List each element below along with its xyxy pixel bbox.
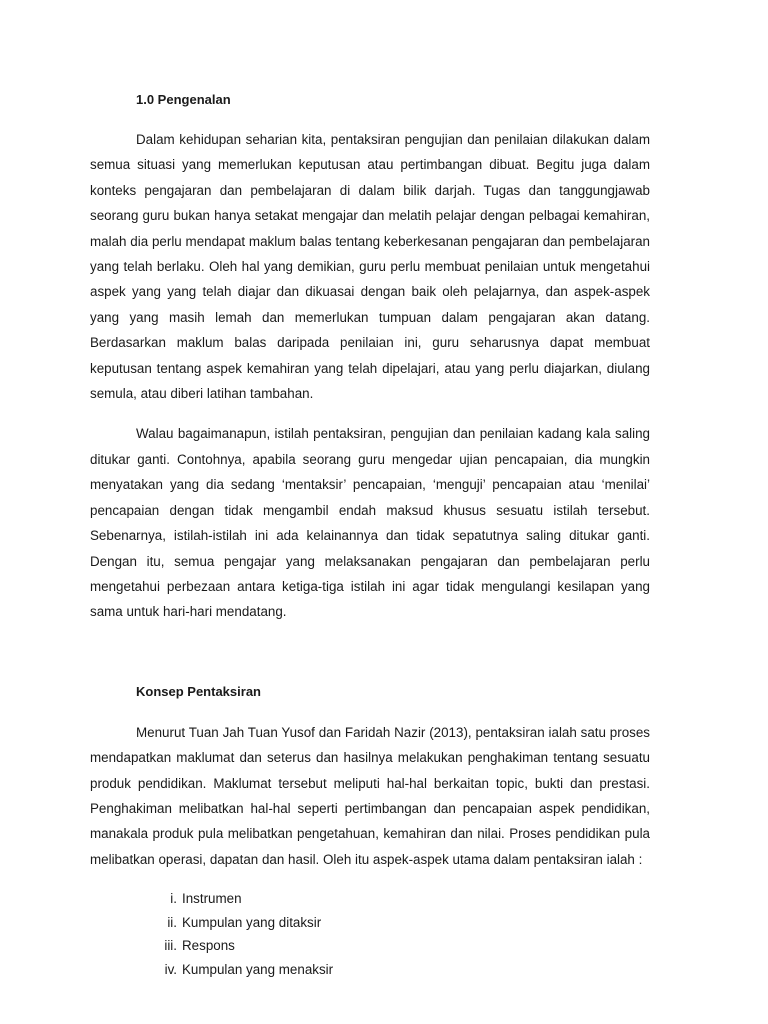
list-item-text: Instrumen [182, 891, 242, 907]
list-item [90, 887, 650, 911]
list-numeral: ii. [167, 914, 177, 930]
section-heading-konsep-pentaksiran: Konsep Pentaksiran [136, 683, 261, 699]
list-item [90, 934, 650, 958]
list-numeral: iv. [164, 961, 177, 977]
paragraph: Dalam kehidupan seharian kita, pentaksiran pengujian dan penilaian dilakukan dalam semua situasi yang memerlukan keputusan atau pertimbangan dibuat. Begitu juga dalam konteks pengajaran dan pembelajaran di dalam bilik darjah. Tugas dan tanggungjawab seorang guru bukan hanya setakat mengajar dan melatih pelajar dengan pelbagai kemahiran, malah dia perlu mendapat maklum balas tentang keberkesanan pengajaran dan pembelajaran yang telah berlaku. Oleh hal yang demikian, guru perlu membuat penilaian untuk mengetahui aspek yang yang telah diajar dan dikuasai dengan baik oleh pelajarnya, dan aspek-aspek yang yang masih lemah dan memerlukan tumpuan dalam pengajaran akan datang. Berdasarkan maklum balas daripada penilaian ini, guru seharusnya dapat membuat keputusan tentang aspek kemahiran yang telah dipelajari, atau yang perlu diajarkan, diulang semula, atau diberi latihan tambahan. [90, 132, 650, 402]
list-item-text: Kumpulan yang ditaksir [182, 914, 322, 930]
aspect-list [90, 887, 650, 981]
list-item [90, 958, 650, 982]
document-page [90, 85, 650, 982]
section-heading-pengenalan: 1.0 Pengenalan [136, 92, 231, 107]
list-item-text: Respons [182, 938, 235, 954]
list-item-text: Kumpulan yang menaksir [182, 961, 334, 977]
list-numeral: iii. [164, 938, 177, 954]
paragraph: Walau bagaimanapun, istilah pentaksiran, pengujian dan penilaian kadang kala saling ditukar ganti. Contohnya, apabila seorang guru mengedar ujian pencapaian, dia mungkin menyatakan yang dia sedang ‘mentaksir’ pencapaian, ‘menguji’ pencapaian atau ‘menilai’ pencapaian dengan tidak mengambil endah maksud khusus sesuatu istilah tersebut. Sebenarnya, istilah-istilah ini ada kelainannya dan tidak sepatutnya saling ditukar ganti. Dengan itu, semua pengajar yang melaksanakan pengajaran dan pembelajaran perlu mengetahui perbezaan antara ketiga-tiga istilah ini agar tidak mengulangi kesilapan yang sama untuk hari-hari mendatang. [90, 426, 650, 620]
list-item [90, 911, 650, 935]
paragraph: Menurut Tuan Jah Tuan Yusof dan Faridah Nazir (2013), pentaksiran ialah satu proses mendapatkan maklumat dan seterus dan hasilnya melakukan penghakiman tentang sesuatu produk pendidikan. Maklumat tersebut meliputi hal-hal berkaitan topic, bukti dan prestasi. Penghakiman melibatkan hal-hal seperti pertimbangan dan pencapaian aspek pendidikan, manakala produk pula melibatkan pengetahuan, kemahiran dan nilai. Proses pendidikan pula melibatkan operasi, dapatan dan hasil. Oleh itu aspek-aspek utama dalam pentaksiran ialah : [90, 724, 650, 867]
list-numeral: i. [170, 891, 177, 907]
